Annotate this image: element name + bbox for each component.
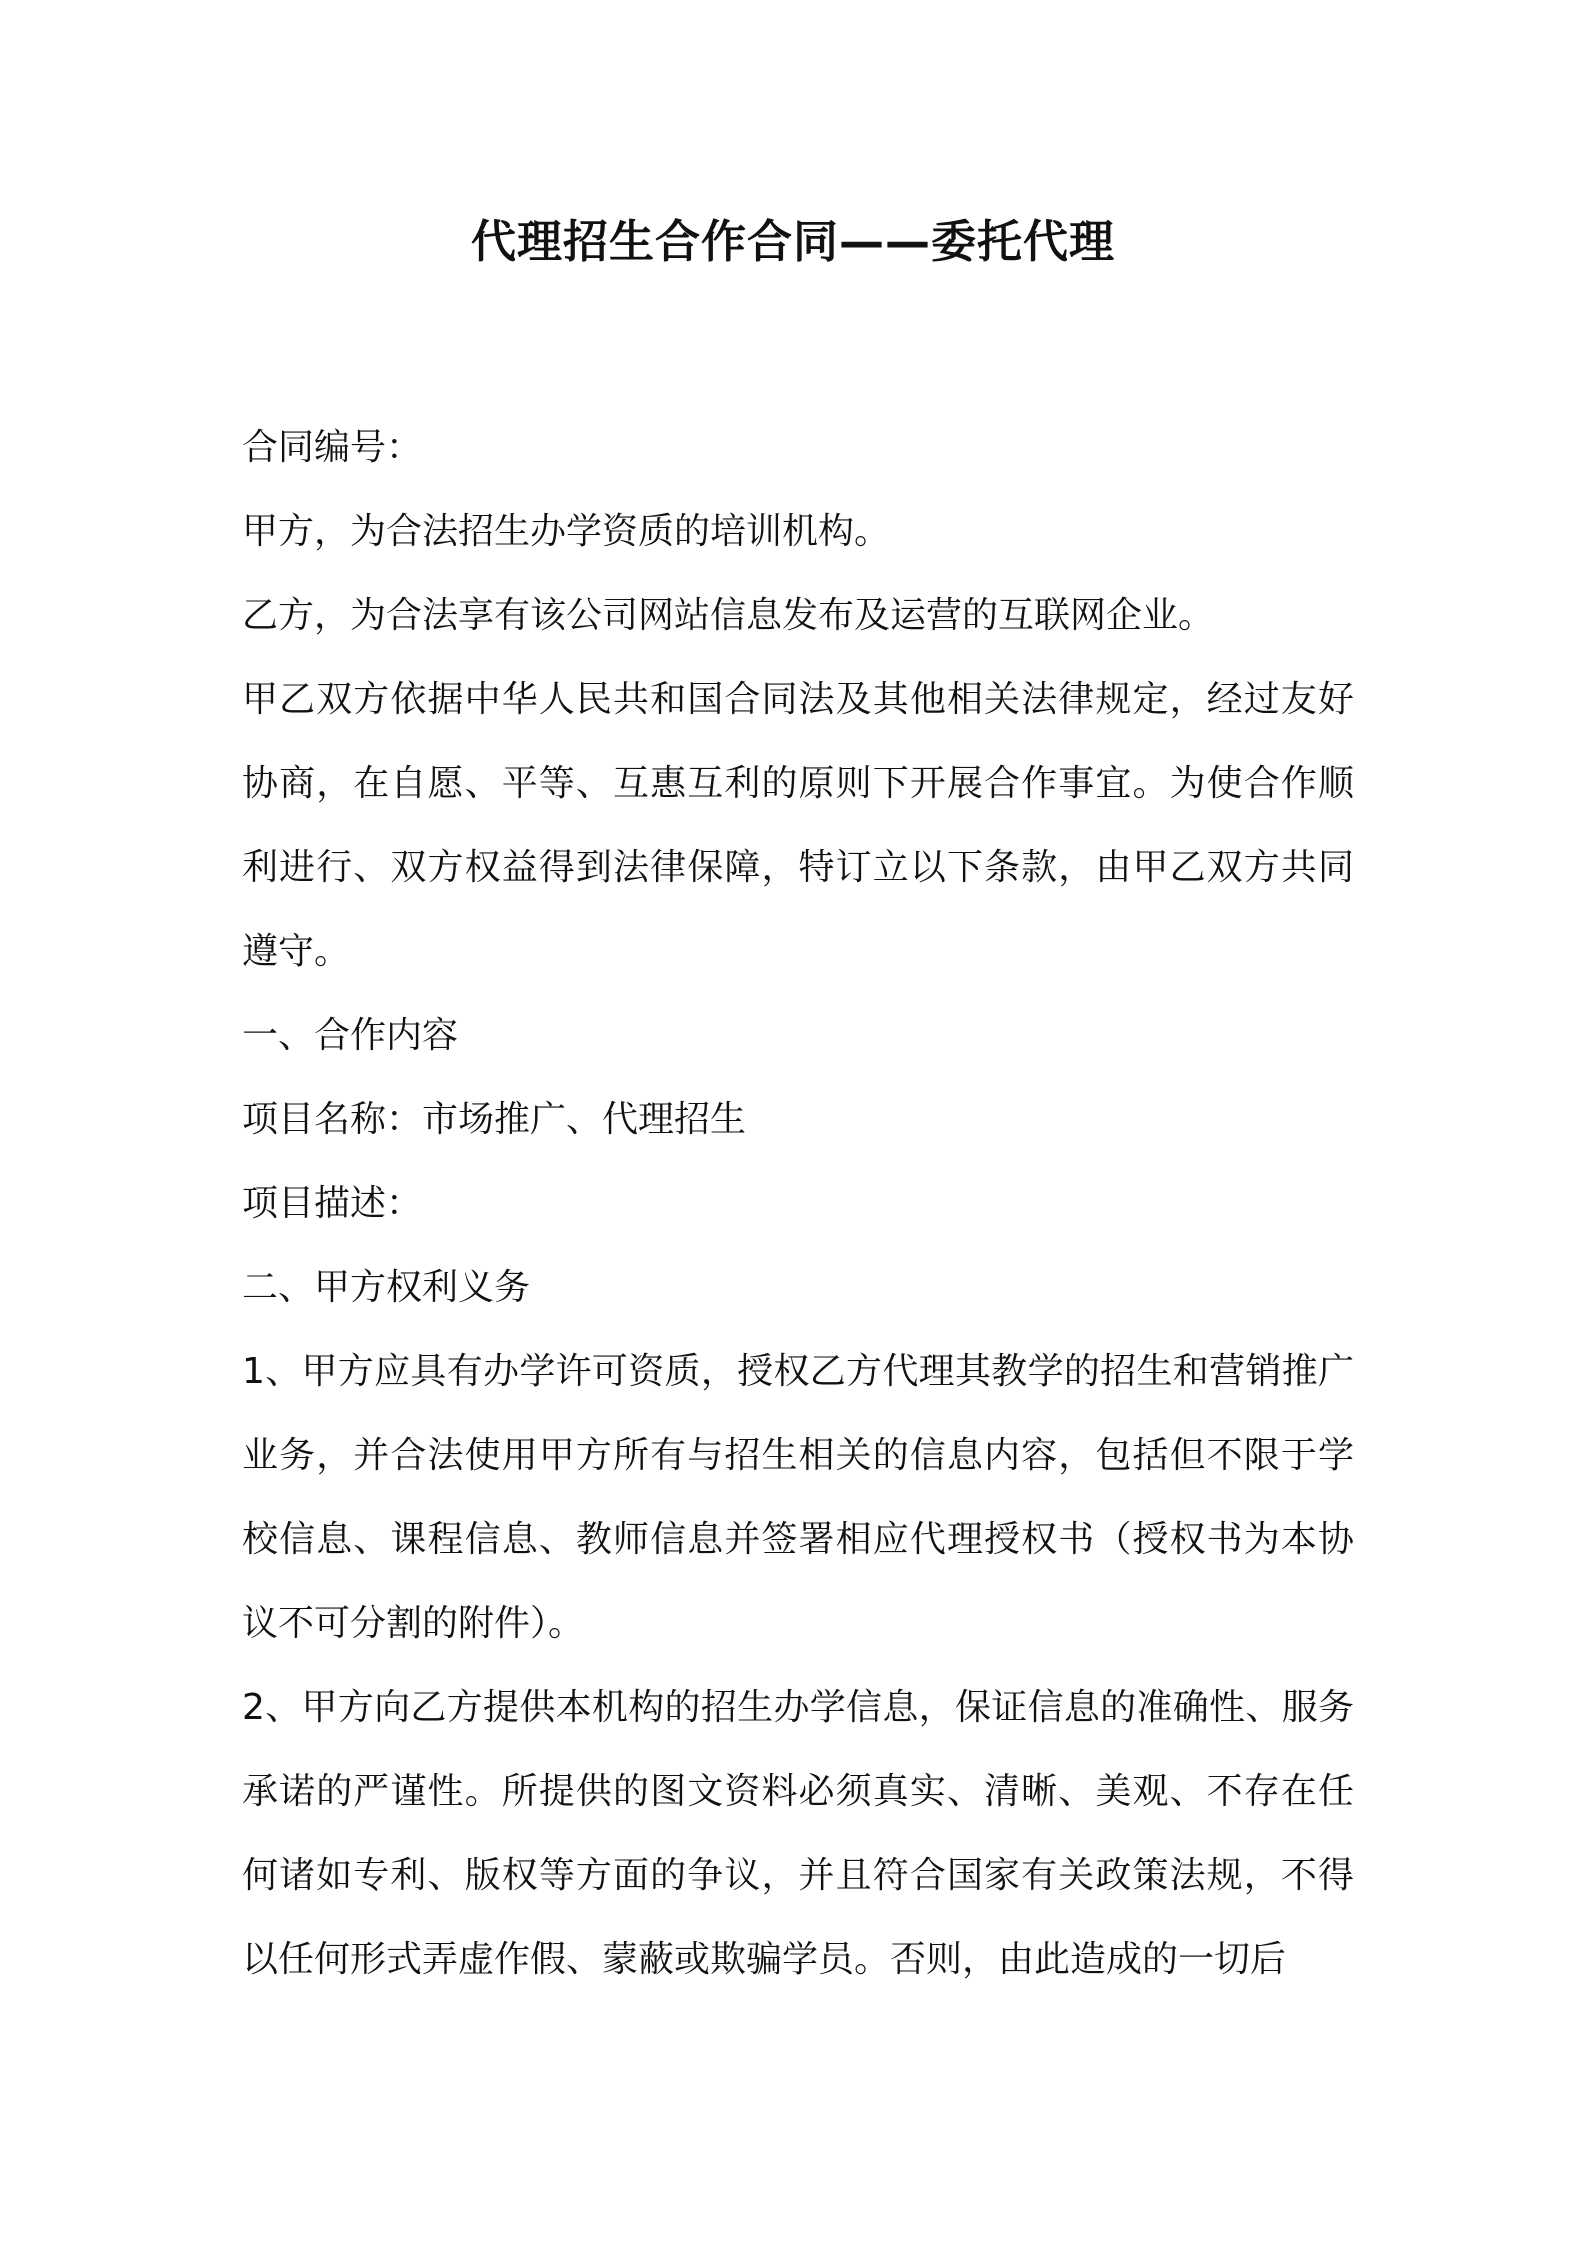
clause-paragraph: 2、甲方向乙方提供本机构的招生办学信息，保证信息的准确性、服务承诺的严谨性。所提供的图文资料必须真实、清晰、美观、不存在任何诸如专利、版权等方面的争议，并且符合国家有关政策法规，不得以任何形式弄虚作假、蒙蔽或欺骗学员。否则，由此造成的一切后 <box>242 1687 1354 1980</box>
preamble-paragraph: 甲乙双方依据中华人民共和国合同法及其他相关法律规定，经过友好协商，在自愿、平等、互惠互利的原则下开展合作事宜。为使合作顺利进行、双方权益得到法律保障，特订立以下条款，由甲乙双方共同遵守。 <box>242 679 1354 972</box>
project-description-line: 项目描述： <box>242 1183 423 1224</box>
contract-number-line: 合同编号： <box>242 427 423 468</box>
document-body <box>242 406 1354 2002</box>
section-heading-party-a-rights: 二、甲方权利义务 <box>242 1267 531 1308</box>
party-a-line: 甲方，为合法招生办学资质的培训机构。 <box>242 511 891 552</box>
project-name-line: 项目名称：市场推广、代理招生 <box>242 1099 747 1140</box>
party-b-line: 乙方，为合法享有该公司网站信息发布及运营的互联网企业。 <box>242 595 1215 636</box>
section-heading-cooperation: 一、合作内容 <box>242 1015 459 1056</box>
document-title: 代理招生合作合同——委托代理 <box>470 215 1115 268</box>
clause-paragraph: 1、甲方应具有办学许可资质，授权乙方代理其教学的招生和营销推广业务，并合法使用甲方所有与招生相关的信息内容，包括但不限于学校信息、课程信息、教师信息并签署相应代理授权书（授权书为本协议不可分割的附件）。 <box>242 1351 1354 1644</box>
